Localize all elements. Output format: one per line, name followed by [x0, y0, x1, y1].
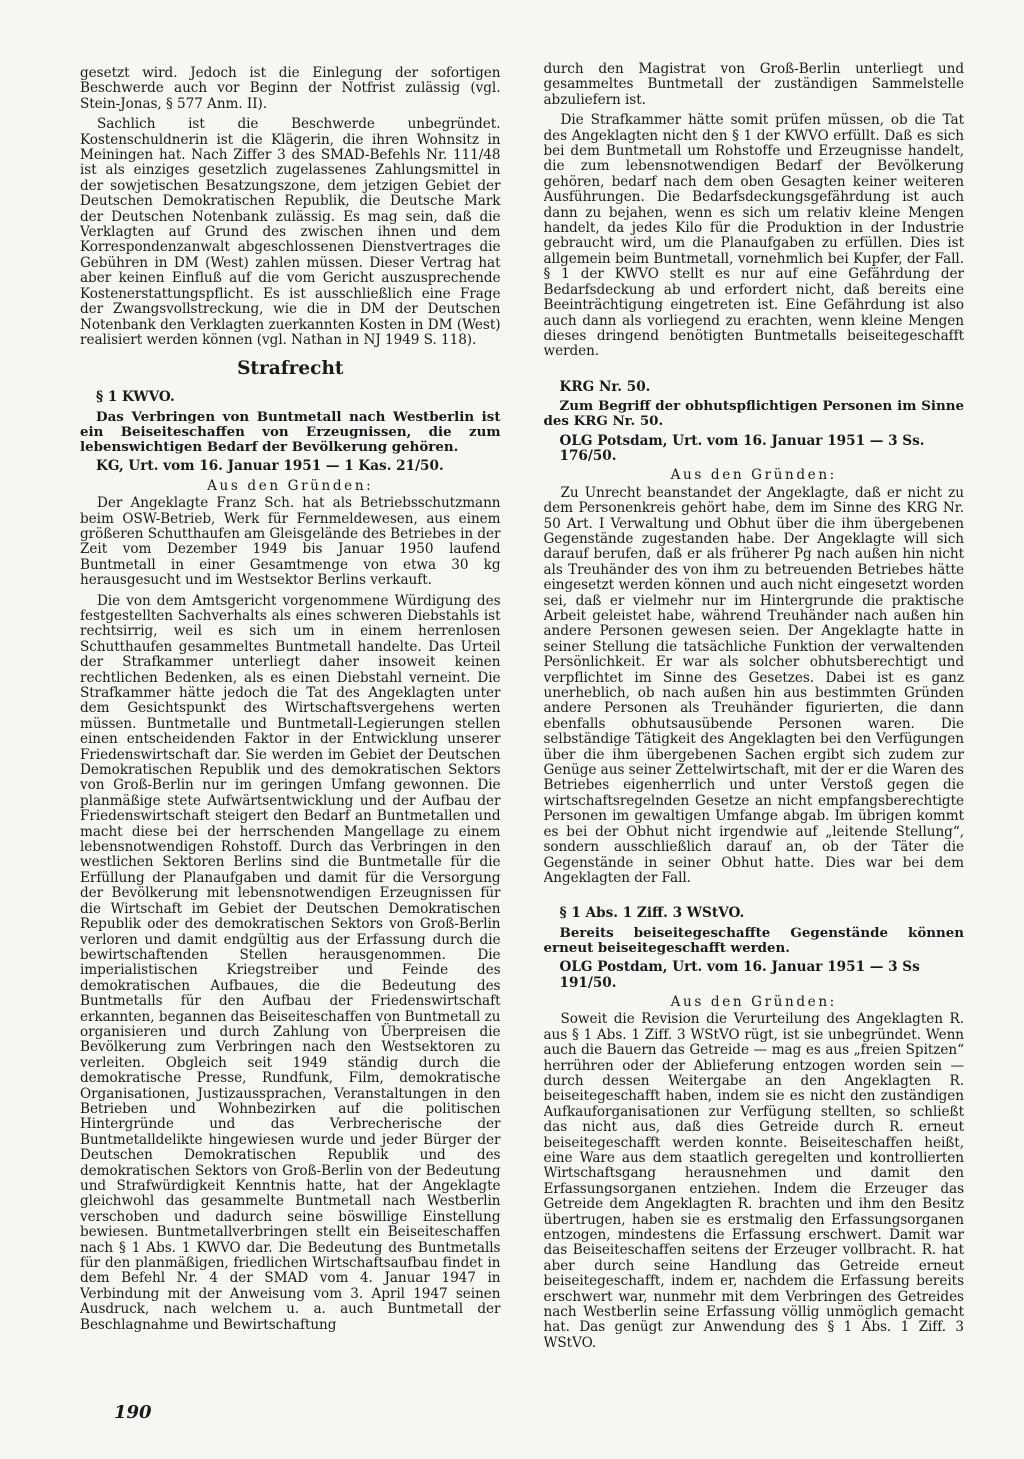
case-1-grounds-label: Aus den Gründen: — [207, 477, 374, 494]
case-1-court: KG, Urt. vom 16. Januar 1951 — 1 Kas. 21/50. — [96, 458, 444, 475]
case-2-heading: KRG Nr. 50. — [559, 378, 651, 395]
case-1-paragraph-2: Die von dem Amtsgericht vorgenommene Würdigung des festgestellten Sachverhalts als eines schweren Diebstahls ist rechtsirrig, weil es sich um in einem herrenlosen Schutthaufen gesammeltes Buntmetall handelte. Das Urteil der Strafkammer unterliegt daher insoweit keinen rechtlichen Bedenken, als es einen Diebstahl verneint. Die Strafkammer hätte jedoch die Tat des Angeklagten unter dem Gesichtspunkt des Wirtschaftsvergehens werten müssen. Buntmetalle und Buntmetall-Legierungen stellen einen entscheidenden Faktor in der Entwicklung unserer Friedenswirtschaft dar. Sie werden im Gebiet der Deutschen Demokratischen Republik und des demokratischen Sektors von Groß-Berlin nur im geringen Umfang gewonnen. Die planmäßige stete Aufwärtsentwicklung und der Aufbau der Friedenswirtschaft steigert den Bedarf an Buntmetallen und macht diese bei der herrschenden Mangellage zu einem lebensnotwendigen Rohstoff. Durch das Verbringen in den westlichen Sektoren Berlins sind die Buntmetalle für die Erfüllung der Planaufgaben und damit für die Versorgung der Bevölkerung mit lebensnotwendigen Erzeugnissen für die Wirtschaft im Gebiet der Deutschen Demokratischen Republik oder des demokratischen Sektors von Groß-Berlin verloren und damit endgültig aus der Erfassung durch die bewirtschaftenden Stellen herausgenommen. Die imperialistischen Kriegstreiber und Feinde des demokratischen Aufbaues, die die Bedeutung des Buntmetalls für den Aufbau der Friedenswirtschaft erkannten, begannen das Beiseiteschaffen von Buntmetall zu organisieren und durch Zahlung von Überpreisen die Bevölkerung zum Verbringen nach den Westsektoren zu verleiten. Obgleich seit 1949 ständig durch die demokratische Presse, Rundfunk, Film, demokratische Organisationen, Justizaussprachen, Veranstaltungen in den Betrieben und Wohnbezirken auf die politischen Hintergründe und das Verbrecherische der Buntmetalldelikte hingewiesen wurde und jeder Bürger der Deutschen Demokratischen Republik und des demokratischen Sektors von Groß-Berlin von der Bedeutung und Strafwürdigkeit Kenntnis hatte, hat der Angeklagte gleichwohl das gesammelte Buntmetall nach Westberlin verschoben und dadurch seine böswillige Einstellung bewiesen. Buntmetallverbringen stellt ein Beiseiteschaffen nach § 1 Abs. 1 KWVO dar. Die Bedeutung des Buntmetalls für den planmäßigen, friedlichen Wirtschaftsaufbau findet in dem Befehl Nr. 4 der SMAD vom 4. Januar 1947 in Verbindung mit der Anweisung vom 3. April 1947 seinen Ausdruck, nach welchem u. a. auch Buntmetall der Beschlagnahme und Bewirtschaftung — [80, 592, 501, 1333]
case-2-paragraph-1: Zu Unrecht beanstandet der Angeklagte, daß er nicht zu dem Personenkreis gehört habe, dem im Sinne des KRG Nr. 50 Art. I Verwaltung und Obhut über die ihm übergebenen Gegenstände zugestanden habe. Der Angeklagte will sich darauf berufen, daß er als früherer Pg nach außen hin nicht als Treuhänder des von ihm zu betreuenden Betriebes hätte eingesetzt werden können und auch nicht eingesetzt worden sei, daß er vielmehr nur im Hintergrunde die praktische Arbeit geleistet habe, während Treuhänder nach außen hin andere Personen gewesen seien. Der Angeklagte hatte in seiner Stellung die tatsächliche Funktion der verwaltenden Persönlichkeit. Er war als solcher obhutsberechtigt und verpflichtet im Sinne des Gesetzes. Dabei ist es ganz unerheblich, ob nach außen hin aus bestimmten Gründen andere Personen als Treuhänder figurierten, die dann ebenfalls obhutsausübende Personen waren. Die selbständige Tätigkeit des Angeklagten bei den Verfügungen über die ihm übergebenen Sachen ergibt sich zudem zur Genüge aus seiner Zettelwirtschaft, mit der er die Waren des Betriebes eigenherrlich und unter Verstoß gegen die wirtschaftsregelnden Gesetze an nicht empfangsberechtigte Personen im gewaltigen Umfange abgab. Im übrigen kommt es bei der Obhut nicht irgendwie auf „leitende Stellung“, sondern ausschließlich darauf an, ob der Täter die Gegenstände in seiner Obhut hatte. Dies war bei dem Angeklagten der Fall. — [543, 484, 964, 886]
case-1-summary: Das Verbringen von Buntmetall nach Westberlin ist ein Beiseiteschaffen von Erzeugnissen, die zum lebenswichtigen Bedarf der Bevölkerung gehören. — [80, 408, 501, 456]
case-3-heading: § 1 Abs. 1 Ziff. 3 WStVO. — [559, 905, 745, 922]
case-1-heading: § 1 KWVO. — [96, 389, 175, 406]
page-number: 190 — [114, 1402, 152, 1423]
case-3-grounds-label: Aus den Gründen: — [670, 993, 837, 1010]
case-3-summary: Bereits beiseitegeschaffte Gegenstände können erneut beiseitegeschafft werden. — [543, 924, 964, 956]
case-2-grounds-label: Aus den Gründen: — [670, 467, 837, 484]
case-1-paragraph-1: Der Angeklagte Franz Sch. hat als Betriebsschutzmann beim OSW-Betrieb, Werk für Fernmeldewesen, aus einem größeren Schutthaufen am Gleisgelände des Betriebes in der Zeit vom Dezember 1949 bis Januar 1950 laufend Buntmetall in einer Gesamtmenge von etwa 30 kg herausgesucht und im Westsektor Berlins verkauft. — [80, 495, 501, 589]
continuation-paragraph-1: durch den Magistrat von Groß-Berlin unterliegt und gesammeltes Buntmetall der zuständigen Sammelstelle abzuliefern ist. — [543, 62, 964, 108]
case-3-court: OLG Postdam, Urt. vom 16. Januar 1951 — 3 Ss 191/50. — [559, 959, 920, 991]
left-column — [80, 66, 501, 1459]
intro-paragraph-1: gesetzt wird. Jedoch ist die Einlegung der sofortigen Beschwerde auch vor Beginn der Notfrist zulässig (vgl. Stein-Jonas, § 577 Anm. II). — [80, 66, 501, 112]
case-3-paragraph-1: Soweit die Revision die Verurteilung des Angeklagten R. aus § 1 Abs. 1 Ziff. 3 WStVO rügt, ist sie unbegründet. Wenn auch die Bauern das Getreide — mag es aus „freien Spitzen“ herrühren oder der Ablieferung entzogen worden sein — durch dessen Weitergabe an den Angeklagten R. beiseitegeschafft haben, indem sie es nicht den zuständigen Aufkauforganisationen zur Verfügung stellten, so schließt das nicht aus, daß dies Getreide durch R. erneut beiseitegeschafft werden konnte. Beiseiteschaffen heißt, eine Ware aus dem staatlich geregelten und kontrollierten Wirtschaftsgang herausnehmen und damit den Erfassungsorganen entziehen. Indem die Erzeuger das Getreide dem Angeklagten R. brachten und ihm den Besitz übertrugen, haben sie es erstmalig den Erfassungsorganen entzogen, mindestens die Erfassung erschwert. Damit war das Beiseiteschaffen seitens der Erzeuger vollbracht. R. hat aber durch seine Handlung das Getreide erneut beiseitegeschafft, indem er, nachdem die Erfassung bereits erschwert war, nunmehr mit dem Verbringen des Getreides nach Westberlin seine Erfassung völlig unmöglich gemacht hat. Das genügt zur Anwendung des § 1 Abs. 1 Ziff. 3 WStVO. — [543, 1011, 964, 1351]
intro-paragraph-2: Sachlich ist die Beschwerde unbegründet. Kostenschuldnerin ist die Klägerin, die ihren Wohnsitz in Meiningen hat. Nach Ziffer 3 des SMAD-Befehls Nr. 111/48 ist als einziges gesetzlich zugelassenes Zahlungsmittel in der sowjetischen Besatzungszone, dem jetzigen Gebiet der Deutschen Demokratischen Republik, die Deutsche Mark der Deutschen Notenbank zulässig. Es mag sein, daß die Verklagten auf Grund des zwischen ihnen und dem Korrespondenzanwalt abgeschlossenen Dienstvertrages die Gebühren in DM (West) zahlen müssen. Dieser Vertrag hat aber keinen Einfluß auf die vom Gericht auszusprechende Kostenerstattungspflicht. Es ist ausschließlich eine Frage der Zwangsvollstreckung, wie die in DM der Deutschen Notenbank den Verklagten zuerkannten Kosten in DM (West) realisiert werden können (vgl. Nathan in NJ 1949 S. 118). — [80, 116, 501, 348]
section-title: Strafrecht — [237, 358, 344, 380]
case-2-summary: Zum Begriff der obhutspflichtigen Personen im Sinne des KRG Nr. 50. — [543, 398, 964, 430]
case-2-court: OLG Potsdam, Urt. vom 16. Januar 1951 — 3 Ss. 176/50. — [559, 432, 925, 464]
right-column — [544, 62, 965, 1459]
continuation-paragraph-2: Die Strafkammer hätte somit prüfen müssen, ob die Tat des Angeklagten nicht den § 1 der KWVO erfüllt. Daß es sich bei dem Buntmetall um Rohstoffe und Erzeugnisse handelt, die zum lebensnotwendigen Bedarf der Bevölkerung gehören, bedarf nach dem oben Gesagten keiner weiteren Ausführungen. Die Bedarfsdeckungsgefährdung ist auch dann zu bejahen, wenn es sich um relativ kleine Mengen handelt, da jedes Kilo für die Produktion in der Industrie gebraucht wird, um die Planaufgaben zu erfüllen. Dies ist allgemein beim Buntmetall, vornehmlich bei Kupfer, der Fall. § 1 der KWVO stellt es nur auf eine Gefährdung der Bedarfsdeckung ab und erfordert nicht, daß bereits eine Beeinträchtigung eingetreten ist. Eine Gefährdung ist also auch dann als vorliegend zu erachten, wenn kleine Mengen dieses dringend benötigten Buntmetalls beiseitegeschafft werden. — [543, 112, 964, 360]
